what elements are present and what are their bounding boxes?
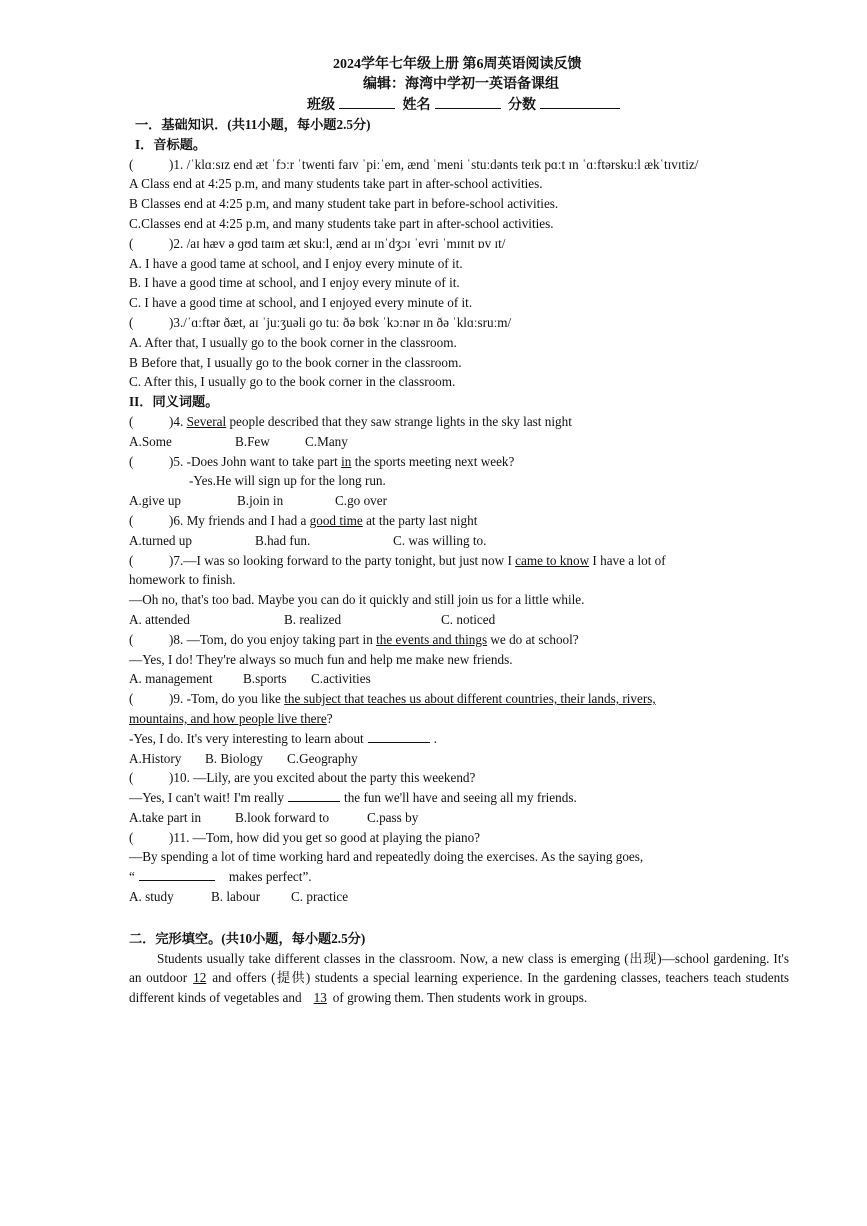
worksheet-title: 2024学年七年级上册 第6周英语阅读反馈 (333, 57, 582, 72)
option: B.join in (237, 493, 284, 509)
section2-title: 二．完形填空。(共10小题，每小题2.5分) (129, 930, 366, 946)
dialogue-reply (129, 788, 789, 808)
question-stem-rest: ? (326, 710, 333, 726)
option: A. attended (129, 611, 190, 627)
question-9 (129, 689, 789, 709)
passage-text: of growing them. Then students work in groups. (332, 990, 588, 1006)
option: A. study (129, 889, 174, 905)
option: C.pass by (367, 809, 419, 825)
option: C.activities (311, 671, 371, 687)
option: C.Classes end at 4:25 p.m, and many students take part in after-school activities. (129, 215, 554, 231)
option: B. labour (211, 889, 261, 905)
option: B. Biology (205, 750, 263, 766)
option: C. was willing to. (393, 532, 487, 548)
answer-paren[interactable]: ( (129, 156, 134, 172)
worksheet-header (0, 55, 867, 116)
options-row (129, 749, 789, 769)
question-stem-rest: at the party last night (362, 512, 478, 528)
reply-text: —Yes, I can't wait! I'm really (129, 790, 285, 806)
question-8 (129, 630, 789, 650)
reply-text-end: the fun we'll have and seeing all my friends. (344, 790, 577, 806)
question-stem-rest: I have a lot of (589, 552, 666, 568)
dialogue-reply: —Yes, I do! They're always so much fun and help me make new friends. (129, 651, 513, 667)
name-label: 姓名 (402, 98, 431, 113)
question-stem: )11. —Tom, how did you get so good at playing the piano? (169, 829, 481, 845)
question-stem: )2. /aɪ hæv ə ɡʊd taɪm æt skuːl, ænd aɪ ɪnˈdʒɔɪ ˈevri ˈmɪnɪt ɒv ɪt/ (169, 235, 506, 251)
answer-blank[interactable] (288, 788, 340, 802)
option: A.Some (129, 433, 172, 449)
options-row (129, 887, 789, 907)
options-row (129, 531, 789, 551)
editor-line: 编辑：海湾中学初一英语备课组 (363, 77, 559, 92)
option: B.had fun. (255, 532, 311, 548)
answer-paren[interactable]: ( (129, 413, 134, 429)
option: A.turned up (129, 532, 192, 548)
question-stem: )5. -Does John want to take part (169, 453, 342, 469)
part1-title: I．音标题。 (135, 136, 207, 152)
question-10 (129, 768, 789, 788)
answer-paren[interactable]: ( (129, 512, 134, 528)
option: B Classes end at 4:25 p.m, and many student take part in before-school activities. (129, 196, 559, 212)
question-stem-continued (129, 709, 789, 729)
option: B. realized (284, 611, 342, 627)
option: B. I have a good time at school, and I enjoy every minute of it. (129, 275, 460, 291)
question-stem: )6. My friends and I had a (169, 512, 310, 528)
option: B.look forward to (235, 809, 330, 825)
question-11 (129, 828, 789, 848)
option: C. noticed (441, 611, 496, 627)
question-stem: )10. —Lily, are you excited about the party this weekend? (169, 770, 476, 786)
reply-text: -Yes, I do. It's very interesting to learn about (129, 730, 364, 746)
cloze-blank-12[interactable]: 12 (193, 970, 207, 986)
spacer (129, 907, 789, 929)
option: A.History (129, 750, 182, 766)
option: A.give up (129, 493, 182, 509)
part2-title: II．同义词题。 (129, 394, 219, 410)
option: B.sports (243, 671, 287, 687)
question-stem: )8. —Tom, do you enjoy taking part in (169, 631, 377, 647)
saying-line (129, 867, 789, 887)
student-info-fields (307, 95, 867, 116)
question-1 (129, 155, 789, 175)
question-stem-rest: the sports meeting next week? (351, 453, 515, 469)
cloze-blank-13[interactable]: 13 (313, 990, 327, 1006)
dialogue-reply: -Yes.He will sign up for the long run. (189, 473, 386, 489)
question-6 (129, 511, 789, 531)
question-stem-rest: we do at school? (487, 631, 579, 647)
answer-paren[interactable]: ( (129, 314, 134, 330)
option: A Class end at 4:25 p.m, and many students take part in after-school activities. (129, 176, 543, 192)
option: C. After this, I usually go to the book corner in the classroom. (129, 374, 456, 390)
score-blank[interactable] (540, 95, 620, 109)
option: B Before that, I usually go to the book corner in the classroom. (129, 354, 462, 370)
answer-paren[interactable]: ( (129, 235, 134, 251)
open-quote: “ (129, 869, 135, 885)
answer-blank[interactable] (139, 867, 215, 881)
question-stem: )3./ˈɑːftər ðæt, aɪ ˈjuːʒuəli ɡo tuː ðə bʊk ˈkɔːnər ɪn ðə ˈklɑːsruːm/ (169, 314, 512, 330)
underlined-word: Several (186, 413, 227, 429)
option: B.Few (235, 433, 270, 449)
option: C. practice (291, 889, 349, 905)
question-stem: )1. /ˈklɑːsɪz end æt ˈfɔːr ˈtwenti faɪv ˈpiːˈem, ænd ˈmeni ˈstuːdənts teɪk pɑːt ɪn ˈɑːftərskuːl ækˈtɪvɪtiz/ (169, 156, 699, 172)
option: C. I have a good time at school, and I enjoyed every minute of it. (129, 295, 473, 311)
underlined-word: came to know (515, 552, 590, 568)
underlined-word: good time (309, 512, 363, 528)
option: C.go over (335, 493, 388, 509)
underlined-phrase: the subject that teaches us about different countries, their lands, rivers, (284, 691, 656, 707)
question-stem: )7.—I was so looking forward to the party tonight, but just now I (169, 552, 516, 568)
options-row (129, 491, 789, 511)
question-5 (129, 452, 789, 472)
class-label: 班级 (307, 98, 335, 113)
option: A.take part in (129, 809, 202, 825)
answer-paren[interactable]: ( (129, 453, 134, 469)
options-row (129, 669, 789, 689)
passage-text: Students usually take different classes in the classroom. Now, a new class is emerging (出现)—school gardening. It's an outdoor (129, 950, 789, 986)
underlined-word: in (341, 453, 352, 469)
name-blank[interactable] (435, 95, 501, 109)
option: A. I have a good tame at school, and I enjoy every minute of it. (129, 255, 463, 271)
saying-text: makes perfect”. (228, 869, 312, 885)
class-blank[interactable] (339, 95, 395, 109)
dialogue-reply: —By spending a lot of time working hard and repeatedly doing the exercises. As the saying goes, (129, 849, 644, 865)
option: A. management (129, 671, 213, 687)
question-stem-continued: homework to finish. (129, 572, 236, 588)
question-2 (129, 234, 789, 254)
dialogue-reply (129, 729, 789, 749)
question-stem-rest: people described that they saw strange lights in the sky last night (226, 413, 572, 429)
passage-text: and offers (提供) students a special learning experience. In the gardening classes, teachers teach students different kinds of vegetables and (129, 970, 789, 1006)
option: C.Geography (287, 750, 358, 766)
underlined-phrase: the events and things (376, 631, 488, 647)
answer-paren[interactable]: ( (129, 829, 134, 845)
answer-paren[interactable]: ( (129, 631, 134, 647)
cloze-passage (129, 949, 789, 1008)
options-row (129, 610, 789, 630)
dialogue-reply: —Oh no, that's too bad. Maybe you can do it quickly and still join us for a little while. (129, 592, 585, 608)
worksheet-content (129, 115, 789, 1008)
question-4 (129, 412, 789, 432)
reply-text-end: . (433, 730, 437, 746)
answer-blank[interactable] (368, 729, 430, 743)
score-label: 分数 (508, 98, 536, 113)
answer-paren[interactable]: ( (129, 770, 134, 786)
question-stem: )4. (169, 413, 187, 429)
option: C.Many (305, 433, 348, 449)
section1-title: 一．基础知识．(共11小题，每小题2.5分) (135, 117, 371, 132)
answer-paren[interactable]: ( (129, 552, 134, 568)
answer-paren[interactable]: ( (129, 691, 134, 707)
underlined-phrase: mountains, and how people live there (129, 710, 327, 726)
options-row (129, 432, 789, 452)
question-stem: )9. -Tom, do you like (169, 691, 285, 707)
options-row (129, 808, 789, 828)
question-3 (129, 313, 789, 333)
option: A. After that, I usually go to the book corner in the classroom. (129, 334, 457, 350)
question-7 (129, 551, 789, 571)
